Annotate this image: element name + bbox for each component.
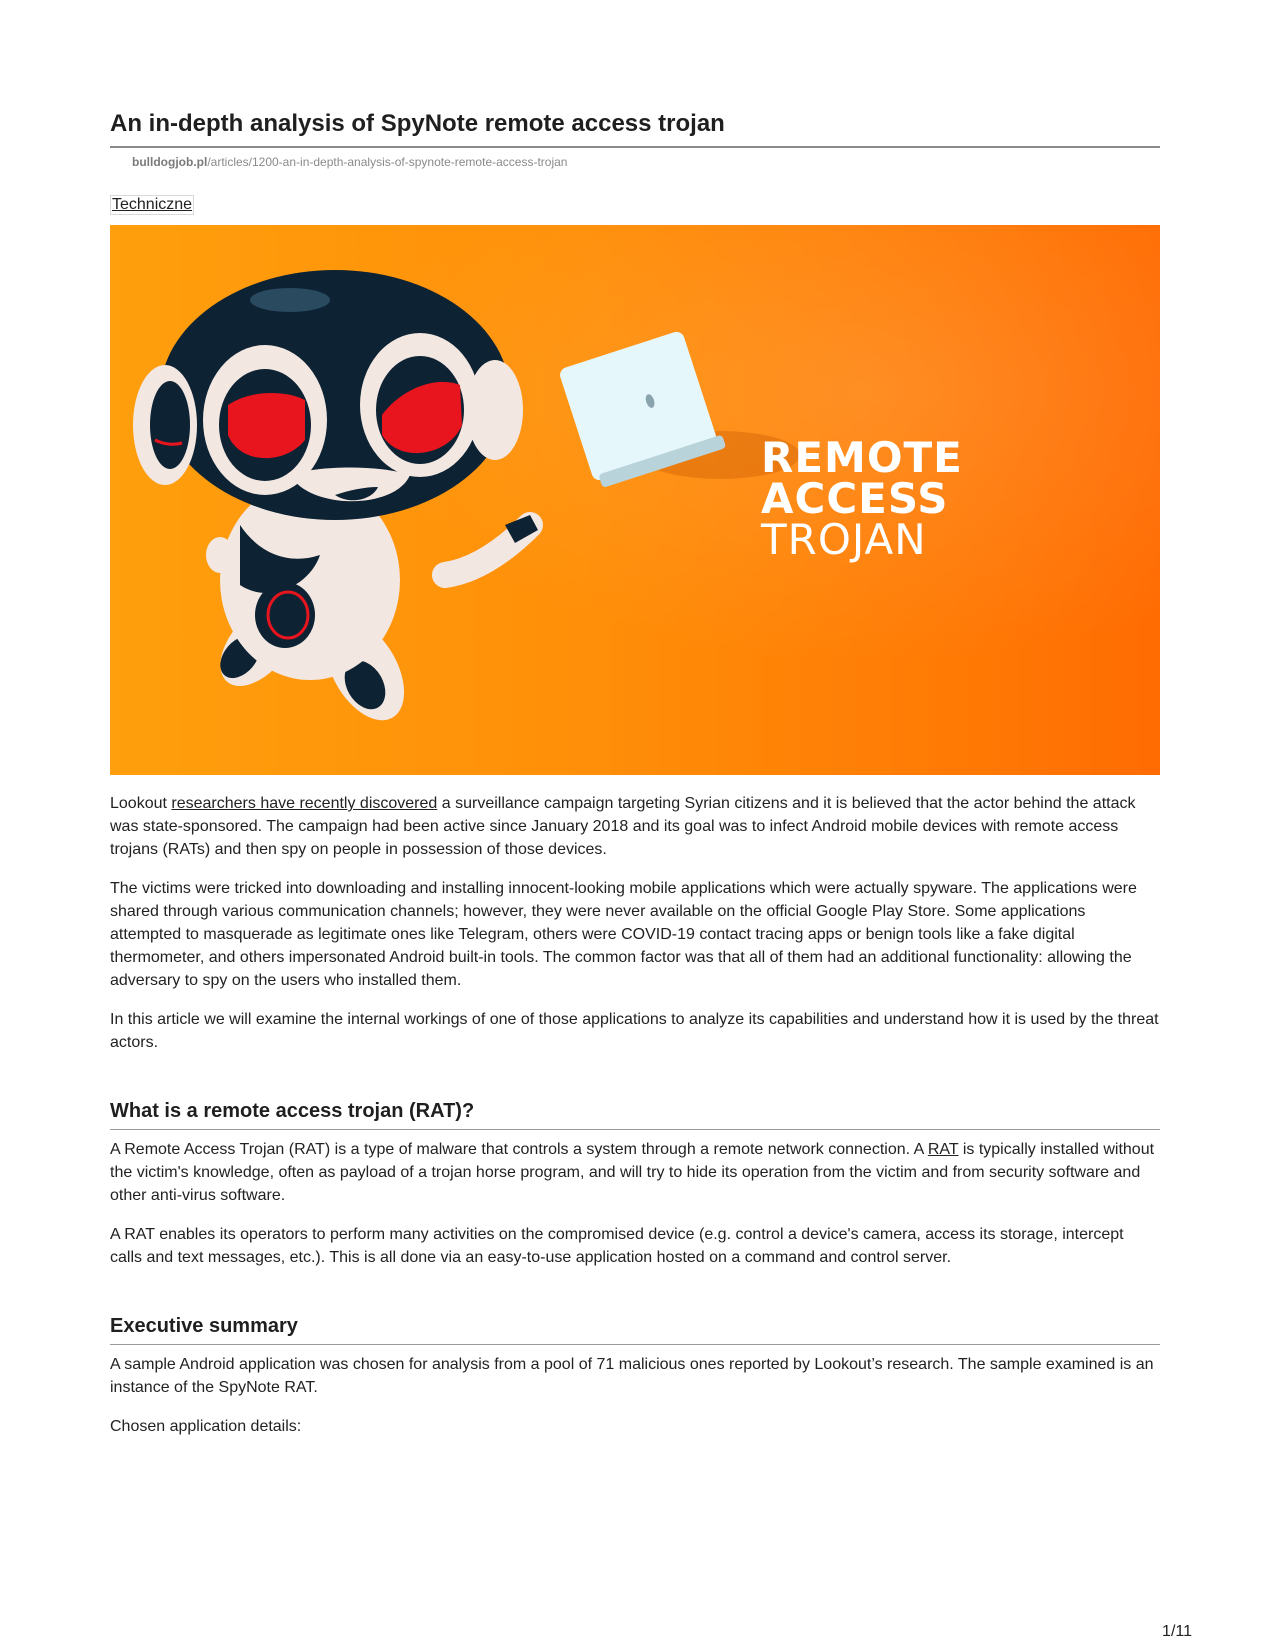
hero-headline [761, 433, 963, 564]
text-span: A Remote Access Trojan (RAT) is a type of malware that controls a system through a remote network connection. A [110, 1141, 928, 1158]
section-heading-rat: What is a remote access trojan (RAT)? [110, 1100, 1160, 1130]
source-path: /articles/1200-an-in-depth-analysis-of-spynote-remote-access-trojan [207, 155, 568, 169]
paragraph: Chosen application details: [110, 1418, 302, 1435]
text-span: is typically installed without the victim's knowledge, often as payload of a trojan horse program, and will try to hide its operation from the victim and from security software and other anti-virus software. [110, 1141, 1155, 1204]
source-host: bulldogjob.pl [132, 155, 208, 169]
page-title: An in-depth analysis of SpyNote remote access trojan [110, 110, 1160, 148]
researchers-link[interactable]: researchers have recently discovered [171, 795, 438, 812]
category-tag-link[interactable]: Techniczne [112, 196, 193, 213]
paragraph: A sample Android application was chosen for analysis from a pool of 71 malicious ones reported by Lookout’s research. The sample examined is an instance of the SpyNote RAT. [110, 1356, 1154, 1396]
section-heading-executive-summary: Executive summary [110, 1315, 1160, 1345]
robot-with-laptop-icon [110, 225, 1160, 775]
paragraph: A RAT enables its operators to perform many activities on the compromised device (e.g. control a device's camera, access its storage, intercept calls and text messages, etc.). This is all done via an easy-to-use application hosted on a command and control server. [110, 1226, 1124, 1266]
source-url [132, 155, 1160, 169]
text-span: Lookout [110, 795, 172, 812]
hero-banner [110, 225, 1160, 775]
paragraph [110, 1138, 1160, 1207]
intro-paragraph [110, 792, 1160, 861]
hero-line-1: REMOTE [761, 433, 963, 482]
paragraph: The victims were tricked into downloading and installing innocent-looking mobile applications which were actually spyware. The applications were shared through various communication channels; however, they were never available on the official Google Play Store. Some applications attempted to masquerade as legitimate ones like Telegram, others were COVID-19 contact tracing apps or benign tools like a fake digital thermometer, and others impersonated Android built-in tools. The common factor was that all of them had an additional functionality: allowing the adversary to spy on the users who installed them. [110, 880, 1137, 989]
page-number: 1/11 [1162, 1623, 1192, 1640]
rat-link[interactable]: RAT [927, 1141, 959, 1158]
article [110, 110, 1160, 1438]
text-span: a surveillance campaign targeting Syrian citizens and it is believed that the actor behind the attack was state-sponsored. The campaign had been active since January 2018 and its goal was to infect Android mobile devices with remote access trojans (RATs) and then spy on people in possession of those devices. [110, 795, 1136, 858]
hero-line-3: TROJAN [761, 515, 927, 564]
paragraph: In this article we will examine the internal workings of one of those applications to analyze its capabilities and understand how it is used by the threat actors. [110, 1011, 1159, 1051]
hero-line-2: ACCESS [761, 474, 949, 523]
